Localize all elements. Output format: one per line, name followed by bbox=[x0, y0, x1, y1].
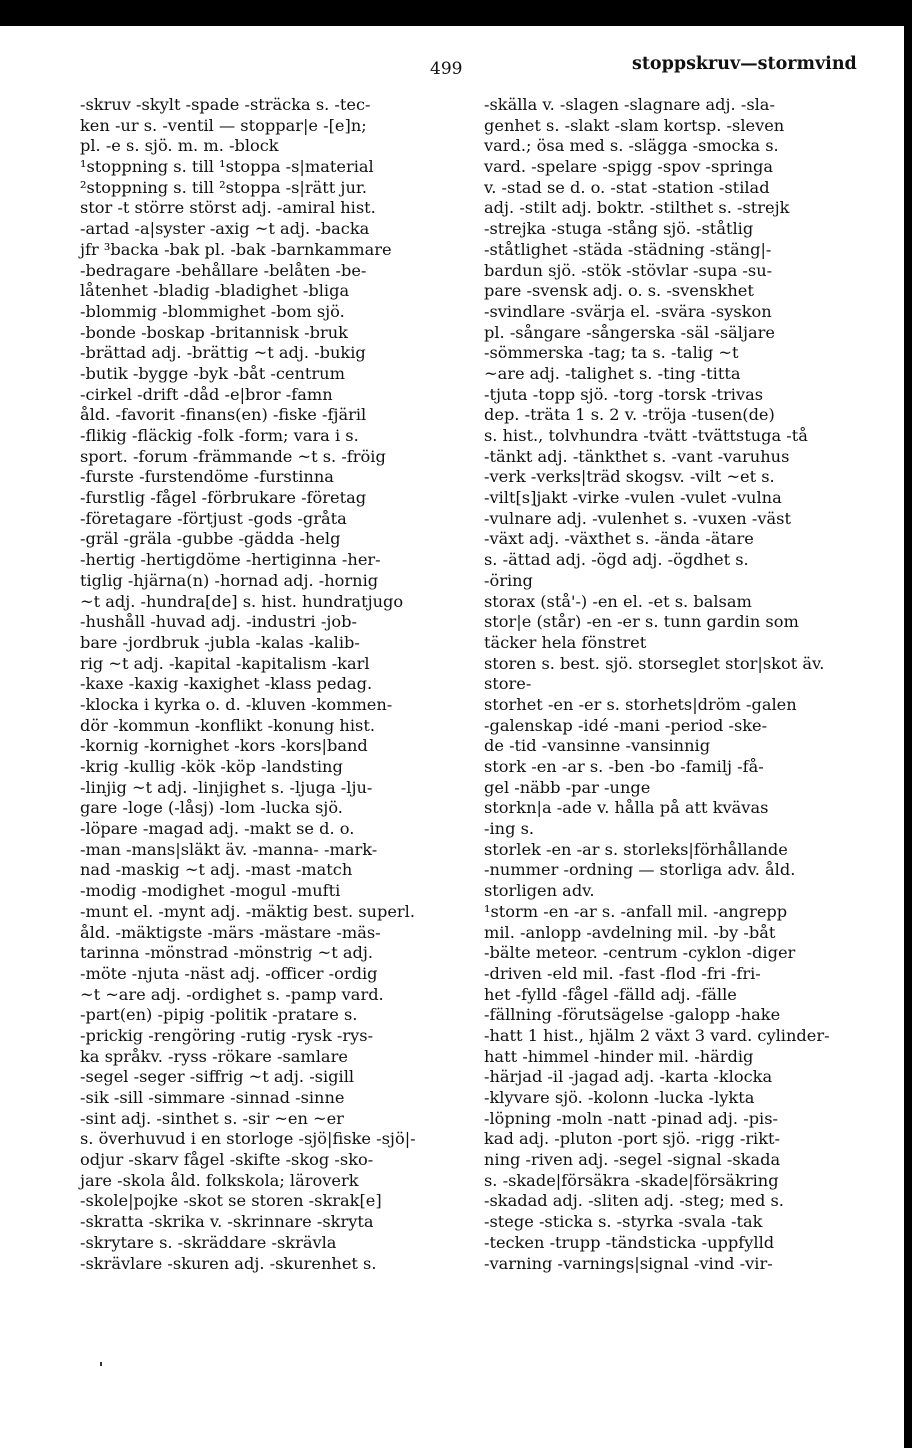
scan-border-top bbox=[0, 0, 912, 26]
left-column-line: -skole|pojke -skot se storen -skrak[e] bbox=[80, 1191, 382, 1211]
right-column-line: -hatt 1 hist., hjälm 2 växt 3 vard. cylinder- bbox=[484, 1025, 830, 1045]
left-column-line: -blommig -blommighet -bom sjö. bbox=[80, 301, 345, 321]
right-column-line: -nummer -ordning — storliga adv. åld. bbox=[484, 860, 796, 880]
left-column-line: -sint adj. -sinthet s. -sir ~en ~er bbox=[80, 1108, 344, 1128]
left-column-line: tiglig -hjärna(n) -hornad adj. -hornig bbox=[80, 570, 379, 590]
left-column bbox=[80, 95, 460, 1274]
left-column-line: s. överhuvud i en storloge -sjö|fiske -sjö|- bbox=[80, 1129, 416, 1149]
right-column-line: -bälte meteor. -centrum -cyklon -diger bbox=[484, 943, 796, 963]
left-column-line: rig ~t adj. -kapital -kapitalism -karl bbox=[80, 653, 370, 673]
left-column-line: -skratta -skrika v. -skrinnare -skryta bbox=[80, 1212, 374, 1232]
left-column-line: ~t ~are adj. -ordighet s. -pamp vard. bbox=[80, 984, 384, 1004]
left-column-line: sport. -forum -främmande ~t s. -fröig bbox=[80, 446, 386, 466]
left-column-line: -kaxe -kaxig -kaxighet -klass pedag. bbox=[80, 674, 373, 694]
right-column-line: s. hist., tolvhundra -tvätt -tvättstuga -tå bbox=[484, 426, 808, 445]
left-column-line: -prickig -rengöring -rutig -rysk -rys- bbox=[80, 1025, 374, 1045]
right-column-line: storax (stå'-) -en el. -et s. balsam bbox=[484, 591, 752, 611]
left-column-line: stor -t större störst adj. -amiral hist. bbox=[80, 198, 376, 218]
right-column-line: -svindlare -svärja el. -svära -syskon bbox=[484, 301, 772, 321]
left-column-line: -artad -a|syster -axig ~t adj. -backa bbox=[80, 219, 370, 239]
right-column-line: stor|e (står) -en -er s. tunn gardin som bbox=[484, 612, 799, 632]
left-column-line: -kornig -kornighet -kors -kors|band bbox=[80, 736, 368, 756]
left-column-line: -man -mans|släkt äv. -manna- -mark- bbox=[80, 839, 378, 859]
scan-speck bbox=[100, 1362, 102, 1366]
left-column-line: åld. -favorit -finans(en) -fiske -fjäril bbox=[80, 405, 367, 425]
right-column-line: storligen adv. bbox=[484, 881, 595, 901]
left-column-line: -linjig ~t adj. -linjighet s. -ljuga -lju- bbox=[80, 777, 373, 797]
left-column-line: -brättad adj. -brättig ~t adj. -bukig bbox=[80, 343, 366, 363]
right-column-line: mil. -anlopp -avdelning mil. -by -båt bbox=[484, 922, 776, 942]
left-column-line: -krig -kullig -kök -köp -landsting bbox=[80, 757, 343, 776]
left-column-line: -bedragare -behållare -belåten -be- bbox=[80, 260, 367, 280]
left-column-line: -bonde -boskap -britannisk -bruk bbox=[80, 322, 348, 342]
left-column-line: jfr ³backa -bak pl. -bak -barnkammare bbox=[80, 239, 392, 259]
left-column-line: jare -skola åld. folkskola; läroverk bbox=[80, 1170, 359, 1190]
page-number: 499 bbox=[430, 59, 463, 79]
left-column-line: -skruv -skylt -spade -sträcka s. -tec- bbox=[80, 95, 371, 114]
right-column-line: storlek -en -ar s. storleks|förhållande bbox=[484, 839, 788, 859]
left-column-line: bare -jordbruk -jubla -kalas -kalib- bbox=[80, 632, 360, 652]
right-column-line: bardun sjö. -stök -stövlar -supa -su- bbox=[484, 260, 773, 280]
right-column-line: -löpning -moln -natt -pinad adj. -pis- bbox=[484, 1108, 779, 1128]
right-column-line: hatt -himmel -hinder mil. -härdig bbox=[484, 1046, 754, 1066]
right-column-line: -tänkt adj. -tänkthet s. -vant -varuhus bbox=[484, 446, 790, 466]
right-column-line: kad adj. -pluton -port sjö. -rigg -rikt- bbox=[484, 1129, 781, 1149]
left-column-line: -munt el. -mynt adj. -mäktig best. superl. bbox=[80, 901, 415, 921]
right-column-line: -driven -eld mil. -fast -flod -fri -fri- bbox=[484, 963, 761, 983]
right-column-line: het -fylld -fågel -fälld adj. -fälle bbox=[484, 984, 737, 1004]
right-column-line: stork -en -ar s. -ben -bo -familj -få- bbox=[484, 757, 764, 776]
right-column-line: ¹storm -en -ar s. -anfall mil. -angrepp bbox=[484, 901, 788, 921]
right-column-line: vard. -spelare -spigg -spov -springa bbox=[484, 157, 774, 177]
left-column-line: -furstlig -fågel -förbrukare -företag bbox=[80, 488, 367, 508]
right-column-line: adj. -stilt adj. boktr. -stilthet s. -strejk bbox=[484, 198, 790, 218]
left-column-line: åld. -mäktigste -märs -mästare -mäs- bbox=[80, 922, 381, 942]
right-column-line: ~are adj. -talighet s. -ting -titta bbox=[484, 363, 741, 383]
left-column-line: -hertig -hertigdöme -hertiginna -her- bbox=[80, 550, 381, 570]
left-column-line: -hushåll -huvad adj. -industri -job- bbox=[80, 612, 357, 632]
right-column-line: -verk -verks|träd skogsv. -vilt ~et s. bbox=[484, 467, 775, 487]
right-column-line: -ing s. bbox=[484, 819, 535, 839]
right-column-line: -skälla v. -slagen -slagnare adj. -sla- bbox=[484, 95, 775, 114]
right-column-line: -varning -varnings|signal -vind -vir- bbox=[484, 1253, 773, 1273]
right-column-line: storen s. best. sjö. storseglet stor|skot äv. bbox=[484, 653, 825, 673]
right-column-line: -strejka -stuga -stång sjö. -ståtlig bbox=[484, 219, 754, 239]
left-column-line: odjur -skarv fågel -skifte -skog -sko- bbox=[80, 1150, 374, 1170]
right-column-line: -tjuta -topp sjö. -torg -torsk -trivas bbox=[484, 384, 764, 404]
right-column-line: ning -riven adj. -segel -signal -skada bbox=[484, 1150, 781, 1170]
right-column-line: -skadad adj. -sliten adj. -steg; med s. bbox=[484, 1191, 784, 1211]
left-column-line: ²stoppning s. till ²stoppa -s|rätt jur. bbox=[80, 177, 367, 197]
left-column-line: ken -ur s. -ventil — stoppar|e -[e]n; bbox=[80, 115, 367, 135]
right-column-line: -ståtlighet -städa -städning -stäng|- bbox=[484, 239, 772, 259]
left-column-line: -möte -njuta -näst adj. -officer -ordig bbox=[80, 963, 378, 983]
running-head: stoppskruv—stormvind bbox=[632, 54, 857, 74]
left-column-line: dör -kommun -konflikt -konung hist. bbox=[80, 715, 375, 735]
right-column-line: -vulnare adj. -vulenhet s. -vuxen -väst bbox=[484, 508, 791, 528]
scan-border-right bbox=[904, 0, 912, 1448]
left-column-line: -butik -bygge -byk -båt -centrum bbox=[80, 363, 345, 383]
left-column-line: -skrävlare -skuren adj. -skurenhet s. bbox=[80, 1253, 377, 1273]
left-column-line: -sik -sill -simmare -sinnad -sinne bbox=[80, 1088, 345, 1107]
right-column-line: genhet s. -slakt -slam kortsp. -sleven bbox=[484, 115, 785, 135]
page-header bbox=[0, 50, 912, 84]
right-column-line: -vilt[s]jakt -virke -vulen -vulet -vulna bbox=[484, 488, 782, 508]
right-column-line: gel -näbb -par -unge bbox=[484, 777, 651, 797]
right-column-line: s. -ättad adj. -ögd adj. -ögdhet s. bbox=[484, 550, 749, 570]
right-column-line: vard.; ösa med s. -slägga -smocka s. bbox=[484, 136, 779, 156]
left-column-line: -löpare -magad adj. -makt se d. o. bbox=[80, 819, 355, 839]
left-column-line: låtenhet -bladig -bladighet -bliga bbox=[80, 281, 350, 301]
right-column-line: -växt adj. -växthet s. -ända -ätare bbox=[484, 529, 754, 549]
right-column bbox=[484, 95, 856, 1274]
left-column-line: gare -loge (-låsj) -lom -lucka sjö. bbox=[80, 798, 343, 818]
right-column-line: -galenskap -idé -mani -period -ske- bbox=[484, 715, 768, 735]
right-column-line: -tecken -trupp -tändsticka -uppfylld bbox=[484, 1232, 775, 1252]
left-column-line: tarinna -mönstrad -mönstrig ~t adj. bbox=[80, 943, 374, 963]
left-column-line: -skrytare s. -skräddare -skrävla bbox=[80, 1232, 337, 1252]
right-column-line: storhet -en -er s. storhets|dröm -galen bbox=[484, 694, 797, 714]
right-column-line: -stege -sticka s. -styrka -svala -tak bbox=[484, 1212, 763, 1232]
right-column-line: pare -svensk adj. o. s. -svenskhet bbox=[484, 281, 754, 301]
right-column-line: v. -stad se d. o. -stat -station -stilad bbox=[484, 177, 770, 197]
left-column-line: ¹stoppning s. till ¹stoppa -s|material bbox=[80, 157, 374, 177]
left-column-line: -segel -seger -siffrig ~t adj. -sigill bbox=[80, 1067, 355, 1087]
right-column-line: täcker hela fönstret bbox=[484, 632, 647, 652]
right-column-line: pl. -sångare -sångerska -säl -säljare bbox=[484, 322, 775, 342]
right-column-line: store- bbox=[484, 674, 532, 694]
right-column-line: -sömmerska -tag; ta s. -talig ~t bbox=[484, 343, 739, 363]
left-column-line: -cirkel -drift -dåd -e|bror -famn bbox=[80, 384, 333, 404]
left-column-line: -företagare -förtjust -gods -gråta bbox=[80, 508, 347, 528]
left-column-line: pl. -e s. sjö. m. m. -block bbox=[80, 136, 279, 156]
right-column-line: de -tid -vansinne -vansinnig bbox=[484, 736, 711, 756]
right-column-line: -härjad -il -jagad adj. -karta -klocka bbox=[484, 1067, 773, 1087]
right-column-line: dep. -träta 1 s. 2 v. -tröja -tusen(de) bbox=[484, 405, 775, 425]
right-column-line: -klyvare sjö. -kolonn -lucka -lykta bbox=[484, 1088, 755, 1107]
right-column-line: s. -skade|försäkra -skade|försäkring bbox=[484, 1170, 779, 1190]
left-column-line: ~t adj. -hundra[de] s. hist. hundratjugo bbox=[80, 591, 404, 611]
left-column-line: -gräl -gräla -gubbe -gädda -helg bbox=[80, 529, 341, 549]
left-column-line: -flikig -fläckig -folk -form; vara i s. bbox=[80, 426, 359, 445]
left-column-line: -part(en) -pipig -politik -pratare s. bbox=[80, 1005, 358, 1025]
right-column-line: -fällning -förutsägelse -galopp -hake bbox=[484, 1005, 781, 1025]
left-column-line: -klocka i kyrka o. d. -kluven -kommen- bbox=[80, 694, 393, 714]
right-column-line: storkn|a -ade v. hålla på att kvävas bbox=[484, 798, 769, 818]
right-column-line: -öring bbox=[484, 570, 533, 590]
left-column-line: nad -maskig ~t adj. -mast -match bbox=[80, 860, 353, 880]
left-column-line: -modig -modighet -mogul -mufti bbox=[80, 881, 341, 901]
left-column-line: ka språkv. -ryss -rökare -samlare bbox=[80, 1046, 348, 1066]
left-column-line: -furste -furstendöme -furstinna bbox=[80, 467, 334, 487]
